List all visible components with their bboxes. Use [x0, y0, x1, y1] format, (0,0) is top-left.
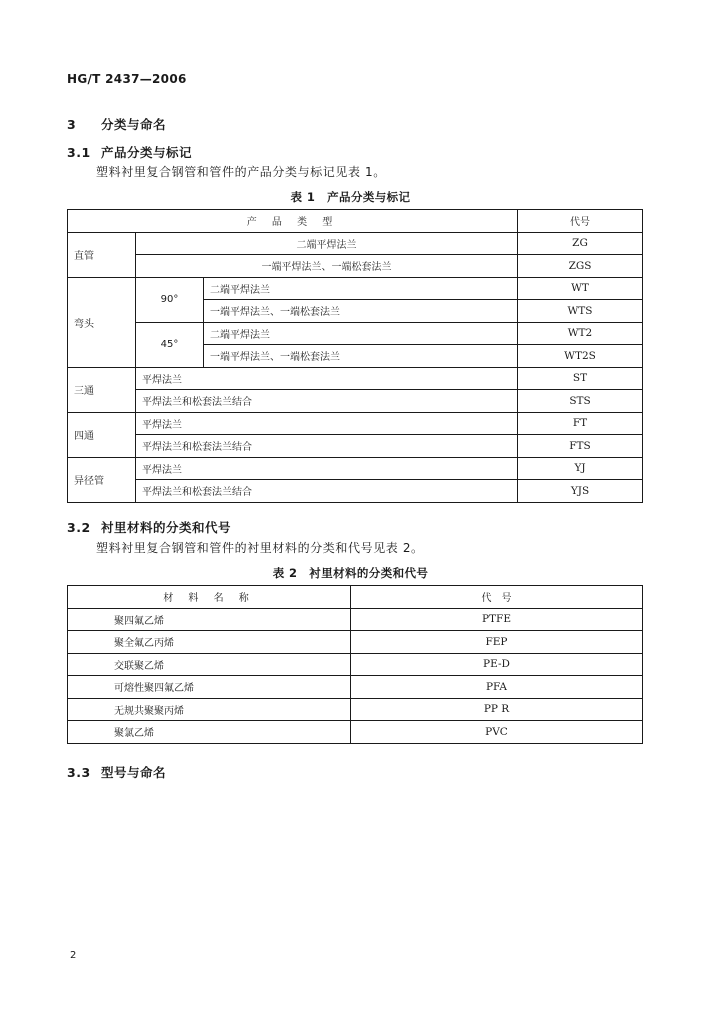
table-row [68, 457, 643, 480]
product-classification-table [67, 209, 643, 503]
desc-cell: 二端平焊法兰 [136, 232, 518, 255]
desc-cell: 一端平焊法兰、一端松套法兰 [136, 255, 518, 278]
table-row [68, 721, 643, 744]
group-cell: 弯头 [68, 277, 136, 367]
code-cell: ZG [518, 232, 643, 255]
desc-cell: 平焊法兰和松套法兰结合 [136, 435, 518, 458]
section-title: 分类与命名 [101, 117, 167, 132]
material-name-cell: 聚四氟乙烯 [68, 608, 351, 631]
desc-cell: 二端平焊法兰 [204, 277, 518, 300]
code-cell: PE-D [351, 653, 643, 676]
material-name-cell: 聚全氟乙丙烯 [68, 631, 351, 654]
desc-cell: 平焊法兰 [136, 367, 518, 390]
material-name-cell: 可熔性聚四氟乙烯 [68, 676, 351, 699]
section-number: 3.3 [67, 765, 91, 780]
code-cell: PVC [351, 721, 643, 744]
section-3-2-body: 塑料衬里复合钢管和管件的衬里材料的分类和代号见表 2。 [96, 541, 424, 555]
section-number: 3 [67, 117, 77, 132]
code-cell: PFA [351, 676, 643, 699]
group-cell: 三通 [68, 367, 136, 412]
table-row [68, 480, 643, 503]
material-name-cell: 聚氯乙烯 [68, 721, 351, 744]
material-name-cell: 无规共聚聚丙烯 [68, 698, 351, 721]
header-material-name: 材 料 名 称 [68, 586, 351, 609]
table-row [68, 367, 643, 390]
angle-cell: 90° [136, 277, 204, 322]
table-header-row [68, 586, 643, 609]
desc-cell: 二端平焊法兰 [204, 322, 518, 345]
section-number: 3.1 [67, 145, 91, 160]
code-cell: YJS [518, 480, 643, 503]
section-3-2-heading [67, 518, 231, 536]
section-3-1-heading [67, 143, 192, 161]
table-row [68, 631, 643, 654]
section-title: 衬里材料的分类和代号 [101, 520, 232, 535]
code-cell: FEP [351, 631, 643, 654]
group-cell: 异径管 [68, 457, 136, 502]
code-cell: ST [518, 367, 643, 390]
code-cell: WT [518, 277, 643, 300]
table-row [68, 653, 643, 676]
desc-cell: 平焊法兰和松套法兰结合 [136, 390, 518, 413]
material-name-cell: 交联聚乙烯 [68, 653, 351, 676]
desc-cell: 平焊法兰和松套法兰结合 [136, 480, 518, 503]
desc-cell: 一端平焊法兰、一端松套法兰 [204, 300, 518, 323]
group-cell: 直管 [68, 232, 136, 277]
group-cell: 四通 [68, 412, 136, 457]
table-row [68, 277, 643, 300]
table-row [68, 698, 643, 721]
section-title: 型号与命名 [101, 765, 167, 780]
table-row [68, 390, 643, 413]
angle-cell: 45° [136, 322, 204, 367]
section-3-1-body: 塑料衬里复合钢管和管件的产品分类与标记见表 1。 [96, 165, 386, 179]
table-row [68, 322, 643, 345]
desc-cell: 平焊法兰 [136, 412, 518, 435]
table-row [68, 255, 643, 278]
table-row [68, 608, 643, 631]
table-1-caption: 表 1 产品分类与标记 [290, 190, 411, 204]
code-cell: YJ [518, 457, 643, 480]
code-cell: PP R [351, 698, 643, 721]
code-cell: WT2S [518, 345, 643, 368]
code-cell: ZGS [518, 255, 643, 278]
table-header-row [68, 210, 643, 233]
table-row [68, 232, 643, 255]
header-code: 代号 [518, 210, 643, 233]
section-number: 3.2 [67, 520, 91, 535]
table-row [68, 435, 643, 458]
lining-material-table [67, 585, 643, 744]
desc-cell: 平焊法兰 [136, 457, 518, 480]
table-row [68, 676, 643, 699]
table-row [68, 412, 643, 435]
code-cell: WTS [518, 300, 643, 323]
code-cell: STS [518, 390, 643, 413]
code-cell: WT2 [518, 322, 643, 345]
code-cell: PTFE [351, 608, 643, 631]
standard-number: HG/T 2437—2006 [67, 72, 187, 86]
page-number: 2 [70, 950, 77, 961]
table-2-caption: 表 2 衬里材料的分类和代号 [272, 566, 429, 580]
code-cell: FTS [518, 435, 643, 458]
section-3-heading [67, 115, 166, 133]
section-title: 产品分类与标记 [101, 145, 193, 160]
header-code: 代 号 [351, 586, 643, 609]
header-product-type: 产 品 类 型 [68, 210, 518, 233]
section-3-3-heading [67, 763, 166, 781]
desc-cell: 一端平焊法兰、一端松套法兰 [204, 345, 518, 368]
code-cell: FT [518, 412, 643, 435]
